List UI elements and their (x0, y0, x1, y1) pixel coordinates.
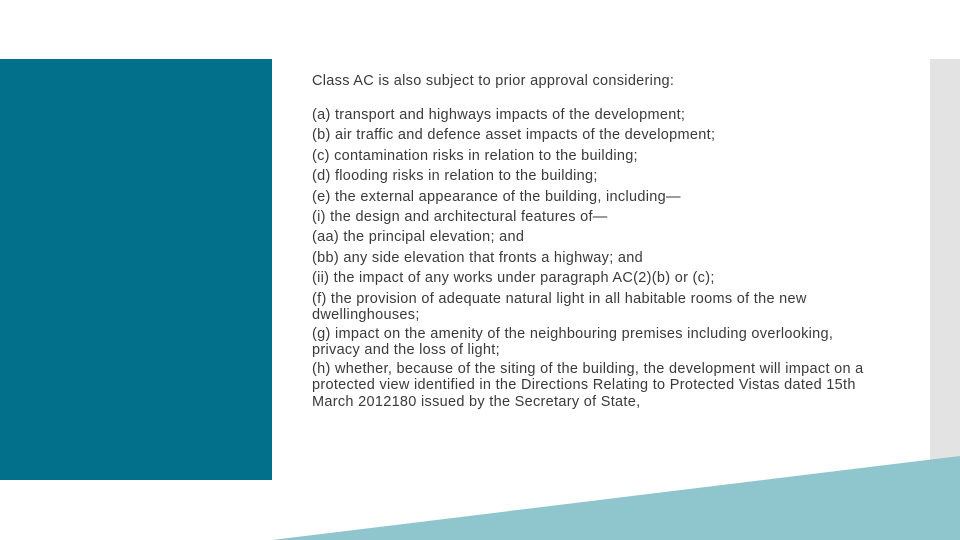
list-item: (f) the provision of adequate natural light in all habitable rooms of the new dwellinghouses; (312, 290, 807, 324)
slide-body (312, 72, 872, 411)
list-item: (a) transport and highways impacts of the development; (312, 107, 686, 123)
list-item: (e) the external appearance of the building, including— (312, 188, 681, 205)
grey-side-strip (930, 59, 960, 480)
list-item: (d) flooding risks in relation to the building; (312, 168, 598, 185)
intro-text: Class AC is also subject to prior approval considering: (312, 73, 675, 89)
list-item: (h) whether, because of the siting of the building, the development will impact on a protected view identified in the Directions Relating to Protected Vistas dated 15th March 2012180 issued by the Secretary of State, (312, 360, 864, 410)
condition-list (312, 105, 872, 410)
list-item: (c) contamination risks in relation to the building; (312, 147, 638, 164)
list-item: (g) impact on the amenity of the neighbouring premises including overlooking, privacy and the loss of light; (312, 325, 834, 359)
list-item: (ii) the impact of any works under paragraph AC(2)(b) or (c); (312, 270, 715, 287)
list-item: (aa) the principal elevation; and (312, 229, 525, 246)
list-item: (b) air traffic and defence asset impacts of the development; (312, 127, 716, 144)
teal-side-panel (0, 59, 272, 480)
list-item: (i) the design and architectural features of— (312, 209, 608, 226)
list-item: (bb) any side elevation that fronts a highway; and (312, 249, 643, 266)
